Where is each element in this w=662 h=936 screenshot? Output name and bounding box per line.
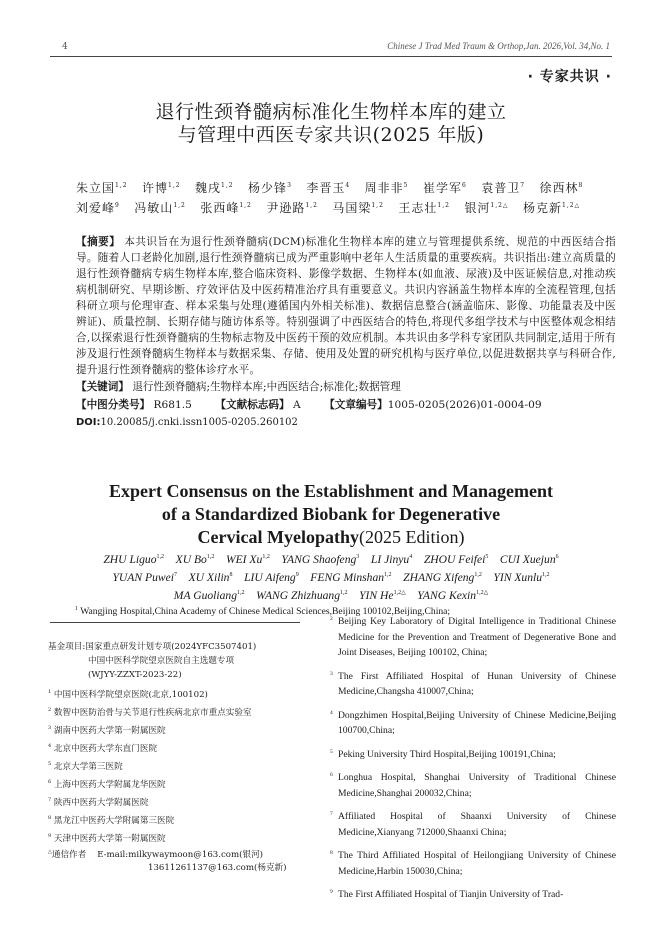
corresponding-author: △通信作者 E-mail:milkywaymoon@163.com(银河) (48, 849, 264, 860)
author-cn: 袁普卫$^7$ (481, 181, 526, 195)
abstract-label: 【摘要】 (76, 236, 121, 248)
footnote-affiliation: $^9$ 天津中医药大学第一附属医院 (48, 833, 166, 844)
title-en-line2: of a Standardized Biobank for Degenerative (161, 504, 501, 524)
footnote-affiliation: $^1$ 中国中医科学院望京医院(北京,100102) (48, 689, 208, 700)
affiliation-en: 5 Peking University Third Hospital,Beijing 100191,China; (330, 748, 556, 760)
fund-line-1: 基金项目:国家重点研发计划专项(2024YFC3507401) (48, 642, 257, 652)
fund-line-2: 中国中医科学院望京医院自主选题专项 (88, 656, 235, 666)
title-en-line1: Expert Consensus on the Establishment and Management (108, 481, 554, 501)
author-cn: 杨少锋$^3$ (248, 181, 292, 195)
author-en: MA Guoliang$^{1,2}$ (173, 588, 245, 602)
author-en: WEI Xu$^{1,2}$ (225, 552, 270, 566)
author-cn: 王志壮$^{1,2}$ (398, 201, 450, 215)
footnote-affiliation: $^2$ 数智中医防治骨与关节退行性疾病北京市重点实验室 (48, 707, 252, 718)
author-cn: 冯敏山$^{1,2}$ (134, 201, 186, 215)
footnote-rule (50, 622, 300, 623)
author-cn: 尹逊路$^{1,2}$ (266, 201, 318, 215)
author-en: YIN $He^{1,2\triangle}$ (359, 588, 406, 602)
author-cn: 马国梁$^{1,2}$ (332, 201, 384, 215)
affiliation-en: 8 The Third Affiliated Hospital of Heilongjiang University of Chinese Medicine,Harbin 150030,China; (330, 850, 616, 877)
author-en: YANG Kexin$^{1,2\triangle}$ (417, 588, 489, 602)
affiliation-en: 4 Dongzhimen Hospital,Beijing University of Chinese Medicine,Beijing 100700,China; (330, 709, 616, 736)
footnote-affiliation: $^6$ 上海中医药大学附属龙华医院 (48, 779, 166, 790)
author-cn: 刘爱峰$^9$ (76, 201, 120, 215)
affiliation-en: 7 Affiliated Hospital of Shaanxi University of Chinese Medicine,Xianyang 712000,Shaanxi China; (330, 811, 616, 838)
author-en: XU Xilin$^8$ (188, 570, 233, 584)
footnote-affiliation: $^5$ 北京大学第三医院 (48, 761, 123, 772)
author-en: CUI Xuejun$^6$ (499, 552, 559, 566)
affiliation-en: 2 Beijing Key Laboratory of Digital Intelligence in Traditional Chinese Medicine for the Prevention and Treatment of Degenerative Bone and Joint Diseases, Beijing 100102, China; (330, 616, 616, 658)
author-cn: 周非非$^5$ (364, 181, 409, 195)
keywords-label: 【关键词】 (76, 381, 129, 393)
title-en-main: Cervical Myelopathy (197, 527, 359, 547)
keywords (76, 379, 616, 395)
author-en: LIU Aifeng$^9$ (244, 570, 299, 584)
classification-line (76, 397, 636, 413)
author-en: XU Bo$^{1,2}$ (175, 552, 215, 566)
abstract (76, 234, 616, 378)
author-en: FENG Minshan$^{1,2}$ (310, 570, 392, 584)
doc-code-value: A (292, 399, 301, 411)
header-rule (50, 56, 612, 57)
author-en: ZHANG Xifeng$^{1,2}$ (403, 570, 482, 584)
doi-value: 10.20085/j.cnki.issn1005-0205.260102 (100, 417, 298, 428)
author-en: WANG Zhizhuang$^{1,2}$ (256, 588, 348, 602)
author-cn: 崔学军$^6$ (422, 181, 467, 195)
doi-label: DOI: (76, 417, 101, 428)
keywords-text: 退行性颈脊髓病;生物样本库;中西医结合;标准化;数据管理 (132, 381, 401, 393)
affiliations-en (330, 614, 616, 903)
author-en: YIN Xunlu$^{1,2}$ (493, 570, 550, 584)
author-en: ZHOU Feifei$^5$ (423, 552, 489, 566)
author-cn: 徐西林$^8$ (539, 181, 584, 195)
title-cn-line2: 与管理中西医专家共识(2025 年版) (177, 124, 485, 146)
fund-line-3: (WJYY-ZZXT-2023-22) (88, 670, 182, 680)
clc-value: R681.5 (153, 399, 192, 411)
title-en-edition: (2025 Edition) (358, 527, 465, 547)
email-1: E-mail:milkywaymoon@163.com(银河) (97, 849, 264, 860)
author-cn: 朱立国$^{1,2}$ (76, 181, 128, 195)
clc-label: 【中图分类号】 (76, 399, 151, 411)
affiliation-en-1: $^1$ Wangjing Hospital,China Academy of Chinese Medical Sciences,Beijing 100102,Beijing,China; (75, 606, 451, 618)
author-cn: 张西峰$^{1,2}$ (200, 201, 252, 215)
doi-line (76, 415, 298, 431)
email-2: 13611261137@163.com(杨克新) (148, 863, 287, 873)
doc-code-label: 【文献标志码】 (215, 399, 290, 411)
footnote-affiliation: $^4$ 北京中医药大学东直门医院 (48, 743, 158, 754)
title-en-line3 (60, 525, 602, 549)
title-cn-line1: 退行性颈脊髓病标准化生物样本库的建立 (155, 101, 507, 123)
author-cn: 杨克新$^{1,2\triangle}$ (523, 201, 581, 215)
author-en: YUAN Puwei$^7$ (112, 570, 177, 584)
author-cn: 银河$^{1,2\triangle}$ (464, 201, 509, 215)
author-en: YANG Shaofeng$^3$ (281, 552, 360, 566)
affiliation-en: 9 The First Affiliated Hospital of Tianjin University of Trad- (330, 889, 564, 900)
running-header: Chinese J Trad Med Traum & Orthop,Jan. 2026,Vol. 34,No. 1 (387, 41, 610, 51)
footnote-affiliation: $^7$ 陕西中医药大学附属医院 (48, 797, 149, 808)
abstract-text: 本共识旨在为退行性颈脊髓病(DCM)标准化生物样本库的建立与管理提供系统、规范的中西医结合指导。随着人口老龄化加剧,退行性颈脊髓病已成为严重影响中老年人生活质量的重要疾病。共识指出:建立高质量的退行性颈脊髓病专病生物样本库,整合临床资料、影像学数据、生物样本(如血液、尿液)及中医证候信息,对推动疾病机制研究、早期诊断、疗效评估及中医药精准治疗具有重要意义。共识内容涵盖生物样本库的全流程管理,包括科研立项与伦理审查、样本采集与处理(遵循国内外相关标准)、数据信息整合(涵盖临床、影像、功能量表及中医辨证)、质量控制、长期存储与随访体系等。特别强调了中西医结合的特色,将现代多组学技术与中医整体观念相结合,以探索退行性颈脊髓病的生物标志物及中医药干预的效应机制。本共识由多学科专家团队共同制定,适用于所有涉及退行性颈脊髓病生物样本与数据采集、存储、使用及处置的研究机构与医疗单位,以促进数据共享与科研合作,提升退行性颈脊髓病的整体诊疗水平。 (76, 236, 616, 376)
author-cn: 许博$^{1,2}$ (142, 181, 181, 195)
footnote-affiliation: $^8$ 黑龙江中医药大学附属第三医院 (48, 815, 175, 826)
affiliation-en: 6 Longhua Hospital, Shanghai University of Traditional Chinese Medicine,Shanghai 200032,China; (330, 772, 616, 799)
article-no-value: 1005-0205(2026)01-0004-09 (387, 399, 542, 411)
author-cn: 李晋玉$^4$ (306, 181, 351, 195)
footnote-affiliation: $^3$ 湖南中医药大学第一附属医院 (48, 725, 166, 736)
page-number: 4 (62, 42, 68, 52)
authors-cn-row2 (76, 195, 596, 219)
affiliation-en: 3 The First Affiliated Hospital of Hunan University of Chinese Medicine,Changsha 410007,China; (330, 670, 616, 697)
column-tag: · 专家共识 · (527, 69, 612, 85)
author-en: ZHU Liguo$^{1,2}$ (103, 552, 165, 566)
author-en: LI Jinyu$^4$ (370, 552, 413, 566)
author-cn: 魏戌$^{1,2}$ (195, 181, 234, 195)
article-no-label: 【文章编号】 (324, 399, 388, 411)
